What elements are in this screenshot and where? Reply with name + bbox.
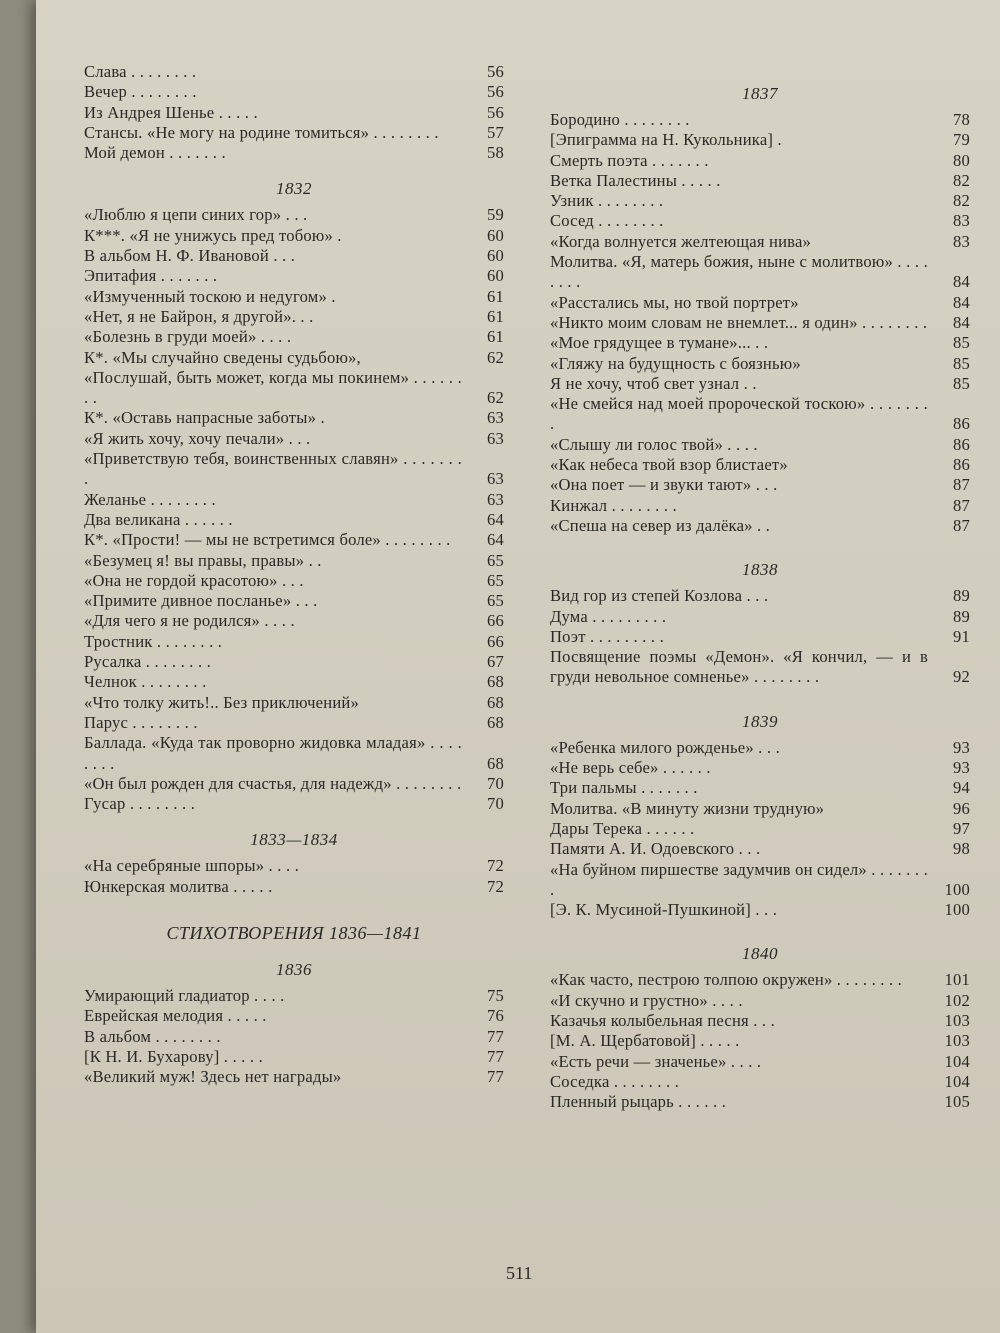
- toc-entry-page: 78: [953, 110, 970, 129]
- toc-entry-page: 93: [953, 737, 970, 757]
- toc-entry-page: 87: [953, 495, 970, 515]
- toc-entry: [550, 151, 970, 171]
- toc-entry-page: 86: [953, 414, 970, 434]
- toc-entry: [84, 611, 504, 631]
- toc-entry-title: Смерть поэта . . . . . . .: [550, 150, 709, 170]
- toc-entry-page: 65: [487, 591, 504, 611]
- toc-entry: [550, 627, 970, 647]
- toc-entry: [550, 1011, 970, 1031]
- toc-entry-title: «Великий муж! Здесь нет награды»: [84, 1067, 342, 1087]
- toc-entry: [550, 130, 970, 150]
- toc-entry: [84, 530, 504, 550]
- toc-entry-page: 63: [487, 489, 504, 509]
- toc-entry: [550, 1052, 970, 1072]
- toc-entry-title: «Ребенка милого рожденье» . . .: [550, 737, 780, 757]
- toc-entry-title: Ветка Палестины . . . . .: [550, 170, 721, 190]
- toc-group: [84, 856, 504, 897]
- toc-entry: [84, 713, 504, 733]
- page-number: 511: [506, 1263, 533, 1283]
- toc-entry-title: В альбом Н. Ф. Ивановой . . .: [84, 246, 296, 266]
- toc-entry: [550, 778, 970, 798]
- toc-entry-page: 68: [487, 672, 504, 692]
- toc-entry-page: 56: [487, 62, 504, 81]
- toc-entry: [550, 586, 970, 606]
- toc-entry-title: «На серебряные шпоры» . . . .: [84, 856, 299, 876]
- toc-entry-title: «Я жить хочу, хочу печали» . . .: [84, 428, 311, 448]
- toc-entry-page: 80: [953, 150, 970, 170]
- toc-entry-title: «Как небеса твой взор блистает»: [550, 455, 788, 475]
- year-heading-1840: 1840: [742, 944, 778, 964]
- toc-entry: [550, 354, 970, 374]
- toc-entry: [84, 103, 504, 123]
- toc-entry-title: Три пальмы . . . . . . .: [550, 778, 698, 798]
- toc-entry: [550, 860, 970, 901]
- toc-entry-page: 63: [487, 408, 504, 428]
- toc-entry-title: «И скучно и грустно» . . . .: [550, 990, 743, 1010]
- toc-entry: [550, 900, 970, 920]
- toc-entry-page: 72: [487, 856, 504, 876]
- toc-entry-title: К***. «Я не унижусь пред тобою» .: [84, 225, 342, 245]
- toc-entry: [84, 591, 504, 611]
- toc-entry-page: 98: [953, 839, 970, 859]
- toc-entry-page: 59: [487, 205, 504, 225]
- toc-entry: [550, 607, 970, 627]
- toc-entry-page: 57: [487, 122, 504, 142]
- toc-entry-title: Бородино . . . . . . . .: [550, 110, 690, 129]
- toc-entry-title: Баллада. «Куда так проворно жидовка младая» . . . . . . . .: [84, 733, 467, 773]
- toc-entry: [84, 266, 504, 286]
- toc-entry-page: 58: [487, 143, 504, 163]
- toc-entry: [550, 374, 970, 394]
- toc-entry-page: 85: [953, 373, 970, 393]
- toc-entry-title: «Слышу ли голос твой» . . . .: [550, 434, 758, 454]
- toc-entry: [84, 1047, 504, 1067]
- toc-entry-title: «Никто моим словам не внемлет... я один» . . . . . . . .: [550, 312, 928, 332]
- toc-entry-title: Парус . . . . . . . .: [84, 712, 198, 732]
- toc-entry: [84, 143, 504, 163]
- toc-entry: [84, 510, 504, 530]
- toc-entry-title: Соседка . . . . . . . .: [550, 1071, 680, 1091]
- toc-right-column: [550, 62, 970, 1112]
- toc-entry: [550, 475, 970, 495]
- toc-entry-page: 91: [953, 626, 970, 646]
- toc-entry: [550, 110, 970, 130]
- toc-entry: [550, 1072, 970, 1092]
- toc-entry-title: «Она не гордой красотою» . . .: [84, 570, 304, 590]
- toc-group: [550, 738, 970, 921]
- toc-entry: [84, 1006, 504, 1026]
- toc-group: [84, 986, 504, 1087]
- toc-entry: [84, 205, 504, 225]
- toc-entry-title: К*. «Мы случайно сведены судьбою»,: [84, 347, 361, 367]
- toc-entry-page: 67: [487, 652, 504, 672]
- toc-entry-title: Казачья колыбельная песня . . .: [550, 1010, 775, 1030]
- toc-entry-page: 82: [953, 170, 970, 190]
- toc-entry-title: Гусар . . . . . . . .: [84, 794, 196, 814]
- toc-entry-title: Сосед . . . . . . . .: [550, 211, 664, 231]
- toc-entry: [84, 693, 504, 713]
- toc-entry-title: «Нет, я не Байрон, я другой». . .: [84, 306, 314, 326]
- toc-entry: [550, 171, 970, 191]
- toc-entry-title: «Не смейся над моей пророческой тоскою» . . . . . . . .: [550, 394, 933, 434]
- toc-left-column: [84, 62, 504, 1087]
- toc-entry-page: 92: [953, 667, 970, 687]
- toc-entry: [84, 368, 504, 409]
- toc-entry-title: «Он был рожден для счастья, для надежд» . . . . . . . .: [84, 773, 462, 793]
- toc-entry-title: «Гляжу на будущность с боязнью»: [550, 353, 801, 373]
- toc-entry-title: Мой демон . . . . . . .: [84, 143, 226, 163]
- year-heading-1837: 1837: [742, 84, 778, 103]
- toc-entry-page: 76: [487, 1006, 504, 1026]
- toc-entry-page: 61: [487, 327, 504, 347]
- toc-entry-page: 84: [953, 312, 970, 332]
- toc-entry-title: Я не хочу, чтоб свет узнал . .: [550, 373, 757, 393]
- toc-entry-page: 103: [944, 1010, 970, 1030]
- toc-entry-page: 100: [944, 900, 970, 920]
- toc-entry: [84, 856, 504, 876]
- toc-entry: [550, 991, 970, 1011]
- toc-entry: [84, 327, 504, 347]
- toc-entry-page: 77: [487, 1046, 504, 1066]
- toc-entry-page: 85: [953, 333, 970, 353]
- toc-entry-page: 60: [487, 225, 504, 245]
- toc-entry: [84, 62, 504, 82]
- toc-entry-page: 87: [953, 475, 970, 495]
- toc-entry-page: 68: [487, 753, 504, 773]
- toc-entry-title: «Безумец я! вы правы, правы» . .: [84, 550, 322, 570]
- toc-entry: [550, 819, 970, 839]
- toc-entry-page: 66: [487, 611, 504, 631]
- toc-entry-title: Молитва. «В минуту жизни трудную»: [550, 798, 825, 818]
- year-heading-1832: 1832: [276, 179, 312, 199]
- toc-entry: [550, 211, 970, 231]
- toc-entry-page: 72: [487, 876, 504, 896]
- toc-group: [550, 110, 970, 536]
- toc-entry-page: 63: [487, 428, 504, 448]
- toc-entry-page: 70: [487, 794, 504, 814]
- toc-entry: [84, 348, 504, 368]
- toc-entry-title: Эпитафия . . . . . . .: [84, 266, 218, 286]
- toc-entry: [550, 1092, 970, 1112]
- toc-entry-page: 102: [944, 990, 970, 1010]
- toc-entry-page: 65: [487, 570, 504, 590]
- toc-entry-title: «Что толку жить!.. Без приключений»: [84, 692, 359, 712]
- toc-entry-title: Кинжал . . . . . . . .: [550, 495, 677, 515]
- toc-entry-page: 75: [487, 985, 504, 1005]
- toc-entry-title: Русалка . . . . . . . .: [84, 652, 212, 672]
- toc-entry-page: 56: [487, 102, 504, 122]
- toc-entry: [84, 82, 504, 102]
- toc-entry-title: Вид гор из степей Козлова . . .: [550, 586, 769, 606]
- toc-entry: [84, 1027, 504, 1047]
- toc-entry: [550, 435, 970, 455]
- toc-entry-title: «Мое грядущее в тумане»... . .: [550, 333, 769, 353]
- section-title: СТИХОТВОРЕНИЯ 1836—1841: [166, 922, 422, 943]
- toc-entry-title: Челнок . . . . . . . .: [84, 672, 207, 692]
- toc-entry-page: 97: [953, 818, 970, 838]
- toc-entry-page: 103: [944, 1031, 970, 1051]
- toc-entry: [84, 672, 504, 692]
- toc-entry: [550, 394, 970, 435]
- toc-entry-page: 96: [953, 798, 970, 818]
- toc-entry: [84, 652, 504, 672]
- toc-entry: [84, 1067, 504, 1087]
- toc-entry-title: Дума . . . . . . . . .: [550, 606, 667, 626]
- toc-entry: [550, 191, 970, 211]
- toc-entry-title: «Когда волнуется желтеющая нива»: [550, 231, 812, 251]
- toc-group: [84, 205, 504, 814]
- toc-entry: [84, 877, 504, 897]
- toc-entry: [550, 1031, 970, 1051]
- toc-entry-page: 85: [953, 353, 970, 373]
- toc-entry-page: 60: [487, 246, 504, 266]
- toc-entry-title: Посвящение поэмы «Демон». «Я кончил, — и в груди невольное сомненье» . . . . . . . .: [550, 647, 933, 687]
- toc-entry-title: «Спеша на север из далёка» . .: [550, 515, 771, 535]
- toc-entry: [550, 455, 970, 475]
- toc-entry-page: 105: [944, 1092, 970, 1112]
- toc-entry-page: 63: [487, 469, 504, 489]
- toc-entry-title: «Приветствую тебя, воинственных славян» . . . . . . . .: [84, 449, 467, 489]
- toc-entry: [550, 970, 970, 990]
- toc-entry-title: К*. «Прости! — мы не встретимся боле» . . . . . . . .: [84, 530, 451, 550]
- toc-entry: [550, 516, 970, 536]
- toc-entry-title: Слава . . . . . . . .: [84, 62, 197, 81]
- toc-entry-title: «Послушай, быть может, когда мы покинем» . . . . . . . .: [84, 367, 467, 408]
- toc-entry-page: 100: [944, 879, 970, 899]
- toc-entry-title: Дары Терека . . . . . .: [550, 818, 695, 838]
- toc-entry-page: 83: [953, 231, 970, 251]
- toc-entry-page: 60: [487, 266, 504, 286]
- year-heading-1833-1834: 1833—1834: [250, 830, 338, 850]
- toc-entry-title: Вечер . . . . . . . .: [84, 82, 197, 102]
- toc-entry: [550, 738, 970, 758]
- toc-entry-page: 84: [953, 272, 970, 292]
- toc-entry-page: 82: [953, 191, 970, 211]
- toc-entry-page: 86: [953, 455, 970, 475]
- toc-entry-page: 68: [487, 712, 504, 732]
- toc-entry-page: 61: [487, 306, 504, 326]
- toc-entry: [550, 232, 970, 252]
- toc-entry: [84, 733, 504, 774]
- toc-entry-title: «Не верь себе» . . . . . .: [550, 758, 711, 778]
- toc-entry-page: 64: [487, 509, 504, 529]
- toc-entry-page: 64: [487, 530, 504, 550]
- toc-entry: [84, 408, 504, 428]
- toc-entry-page: 94: [953, 778, 970, 798]
- toc-entry: [550, 333, 970, 353]
- toc-entry-title: Пленный рыцарь . . . . . .: [550, 1092, 727, 1112]
- toc-entry: [550, 647, 970, 688]
- toc-entry: [550, 313, 970, 333]
- toc-entry-page: 86: [953, 434, 970, 454]
- toc-entry: [84, 449, 504, 490]
- toc-entry-page: 101: [944, 970, 970, 990]
- toc-entry-title: Юнкерская молитва . . . . .: [84, 876, 273, 896]
- toc-entry-title: [Э. К. Мусиной-Пушкиной] . . .: [550, 900, 778, 920]
- toc-entry-page: 70: [487, 773, 504, 793]
- toc-entry-title: Поэт . . . . . . . . .: [550, 626, 664, 646]
- toc-entry-page: 77: [487, 1026, 504, 1046]
- toc-entry-title: Из Андрея Шенье . . . . .: [84, 102, 258, 122]
- toc-entry-title: Умирающий гладиатор . . . .: [84, 985, 285, 1005]
- toc-entry-title: «Люблю я цепи синих гор» . . .: [84, 205, 308, 225]
- toc-entry-page: 89: [953, 606, 970, 626]
- toc-entry-page: 93: [953, 758, 970, 778]
- toc-entry: [84, 307, 504, 327]
- toc-entry-page: 104: [944, 1071, 970, 1091]
- toc-entry-page: 68: [487, 692, 504, 712]
- toc-entry: [84, 774, 504, 794]
- toc-entry-title: «Расстались мы, но твой портрет»: [550, 292, 799, 312]
- toc-entry: [84, 123, 504, 143]
- toc-entry-title: [К Н. И. Бухарову] . . . . .: [84, 1046, 263, 1066]
- toc-entry: [84, 490, 504, 510]
- toc-entry-title: «Для чего я не родился» . . . .: [84, 611, 295, 631]
- toc-entry: [84, 429, 504, 449]
- year-heading-1839: 1839: [742, 711, 778, 731]
- toc-entry-page: 87: [953, 515, 970, 535]
- toc-entry-page: 66: [487, 631, 504, 651]
- toc-entry-page: 62: [487, 347, 504, 367]
- toc-entry-page: 61: [487, 286, 504, 306]
- toc-entry-page: 77: [487, 1067, 504, 1087]
- toc-entry-title: «Есть речи — значенье» . . . .: [550, 1051, 762, 1071]
- toc-entry-title: В альбом . . . . . . . .: [84, 1026, 221, 1046]
- toc-entry-title: Желанье . . . . . . . .: [84, 489, 216, 509]
- toc-entry: [550, 252, 970, 293]
- toc-entry-title: «Примите дивное посланье» . . .: [84, 591, 318, 611]
- toc-entry-title: Памяти А. И. Одоевского . . .: [550, 839, 761, 859]
- toc-entry-title: Стансы. «Не могу на родине томиться» . . . . . . . .: [84, 122, 439, 142]
- book-page: [36, 0, 1000, 1333]
- toc-entry-page: 89: [953, 586, 970, 606]
- toc-entry-title: «Она поет — и звуки тают» . . .: [550, 475, 778, 495]
- toc-entry: [84, 632, 504, 652]
- toc-entry-title: «Болезнь в груди моей» . . . .: [84, 327, 292, 347]
- toc-group: [84, 62, 504, 163]
- toc-entry-title: [М. А. Щербатовой] . . . . .: [550, 1031, 740, 1051]
- toc-entry: [84, 571, 504, 591]
- toc-entry-title: Тростник . . . . . . . .: [84, 631, 223, 651]
- toc-group: [550, 970, 970, 1112]
- toc-entry-title: Узник . . . . . . . .: [550, 191, 664, 211]
- toc-entry: [84, 226, 504, 246]
- toc-entry: [84, 794, 504, 814]
- toc-entry-title: «Измученный тоскою и недугом» .: [84, 286, 336, 306]
- toc-entry: [550, 293, 970, 313]
- toc-entry-title: «На буйном пиршестве задумчив он сидел» . . . . . . . .: [550, 859, 933, 899]
- toc-entry: [84, 246, 504, 266]
- year-heading-1838: 1838: [742, 560, 778, 580]
- year-heading-1836: 1836: [276, 959, 312, 979]
- toc-entry-page: 104: [944, 1051, 970, 1071]
- toc-entry: [550, 839, 970, 859]
- toc-group: [550, 586, 970, 687]
- toc-entry: [84, 551, 504, 571]
- toc-entry: [84, 287, 504, 307]
- toc-entry-page: 84: [953, 292, 970, 312]
- toc-entry-title: «Как часто, пестрою толпою окружен» . . . . . . . .: [550, 970, 903, 990]
- toc-entry-title: Два великана . . . . . .: [84, 509, 233, 529]
- toc-entry: [550, 758, 970, 778]
- toc-entry-page: 56: [487, 82, 504, 102]
- toc-entry-page: 62: [487, 388, 504, 408]
- toc-entry-page: 79: [953, 130, 970, 150]
- toc-entry-title: Еврейская мелодия . . . . .: [84, 1006, 267, 1026]
- toc-entry-page: 83: [953, 211, 970, 231]
- toc-entry: [550, 496, 970, 516]
- toc-entry-page: 65: [487, 550, 504, 570]
- toc-entry-title: Молитва. «Я, матерь божия, ныне с молитвою» . . . . . . . .: [550, 252, 933, 292]
- toc-entry-title: К*. «Оставь напрасные заботы» .: [84, 408, 325, 428]
- toc-entry-title: [Эпиграмма на Н. Кукольника] .: [550, 130, 782, 150]
- toc-entry: [84, 986, 504, 1006]
- toc-entry: [550, 799, 970, 819]
